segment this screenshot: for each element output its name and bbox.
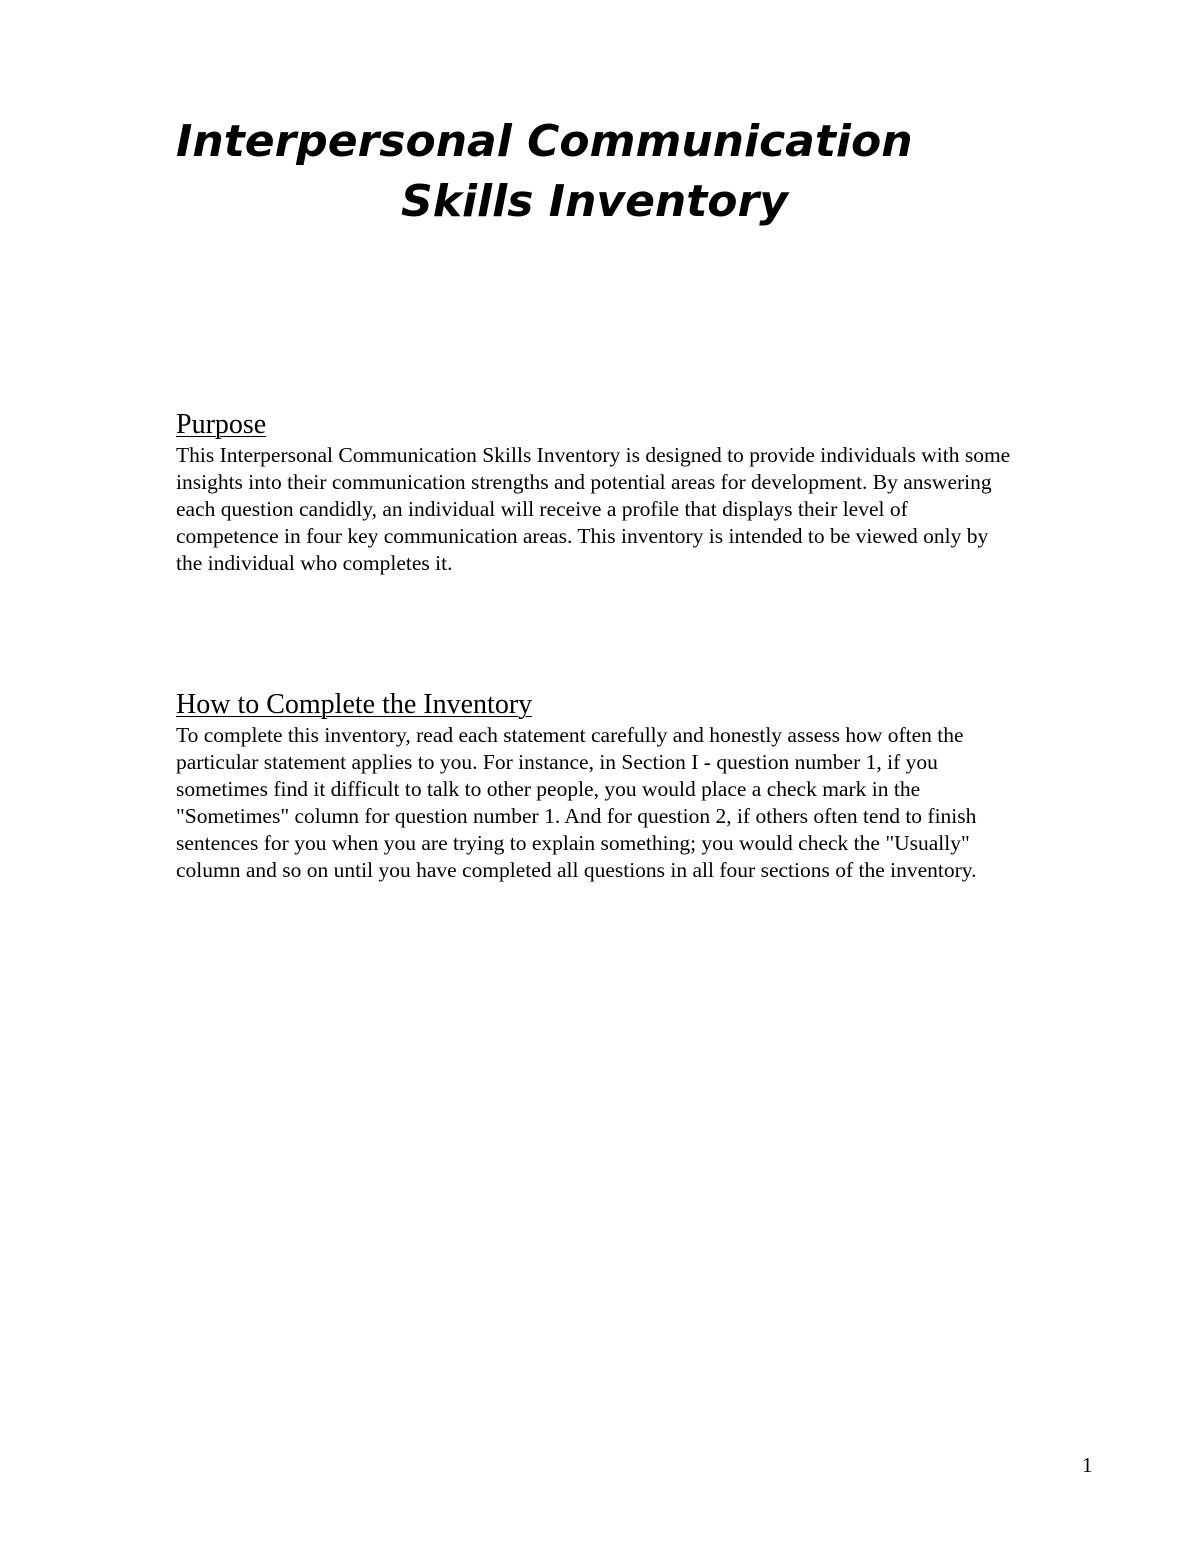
how-to-line: column and so on until you have completed all questions in all four sections of the inventory.: [176, 858, 977, 882]
purpose-section: [176, 408, 1106, 577]
how-to-line: To complete this inventory, read each statement carefully and honestly assess how often the: [176, 723, 964, 747]
purpose-line: This Interpersonal Communication Skills Inventory is designed to provide individuals with some: [176, 443, 1011, 467]
page-number: 1: [1082, 1453, 1093, 1477]
purpose-line: competence in four key communication areas. This inventory is intended to be viewed only by: [176, 524, 989, 548]
how-to-line: "Sometimes" column for question number 1. And for question 2, if others often tend to finish: [176, 804, 977, 828]
purpose-line: the individual who completes it.: [176, 551, 453, 575]
how-to-line: particular statement applies to you. For instance, in Section I - question number 1, if you: [176, 750, 938, 774]
purpose-paragraph: [176, 442, 1106, 577]
purpose-line: each question candidly, an individual will receive a profile that displays their level of: [176, 497, 908, 521]
how-to-line: sentences for you when you are trying to explain something; you would check the "Usually": [176, 831, 970, 855]
how-to-section: [176, 688, 1106, 884]
title-line-1: Interpersonal Communication: [176, 116, 913, 167]
document-title: [176, 112, 996, 232]
purpose-line: insights into their communication strengths and potential areas for development. By answering: [176, 470, 992, 494]
how-to-line: sometimes find it difficult to talk to other people, you would place a check mark in the: [176, 777, 921, 801]
title-line-2: Skills Inventory: [401, 176, 788, 227]
purpose-heading: Purpose: [176, 409, 267, 440]
how-to-heading: How to Complete the Inventory: [176, 689, 533, 720]
how-to-paragraph: [176, 722, 1106, 884]
